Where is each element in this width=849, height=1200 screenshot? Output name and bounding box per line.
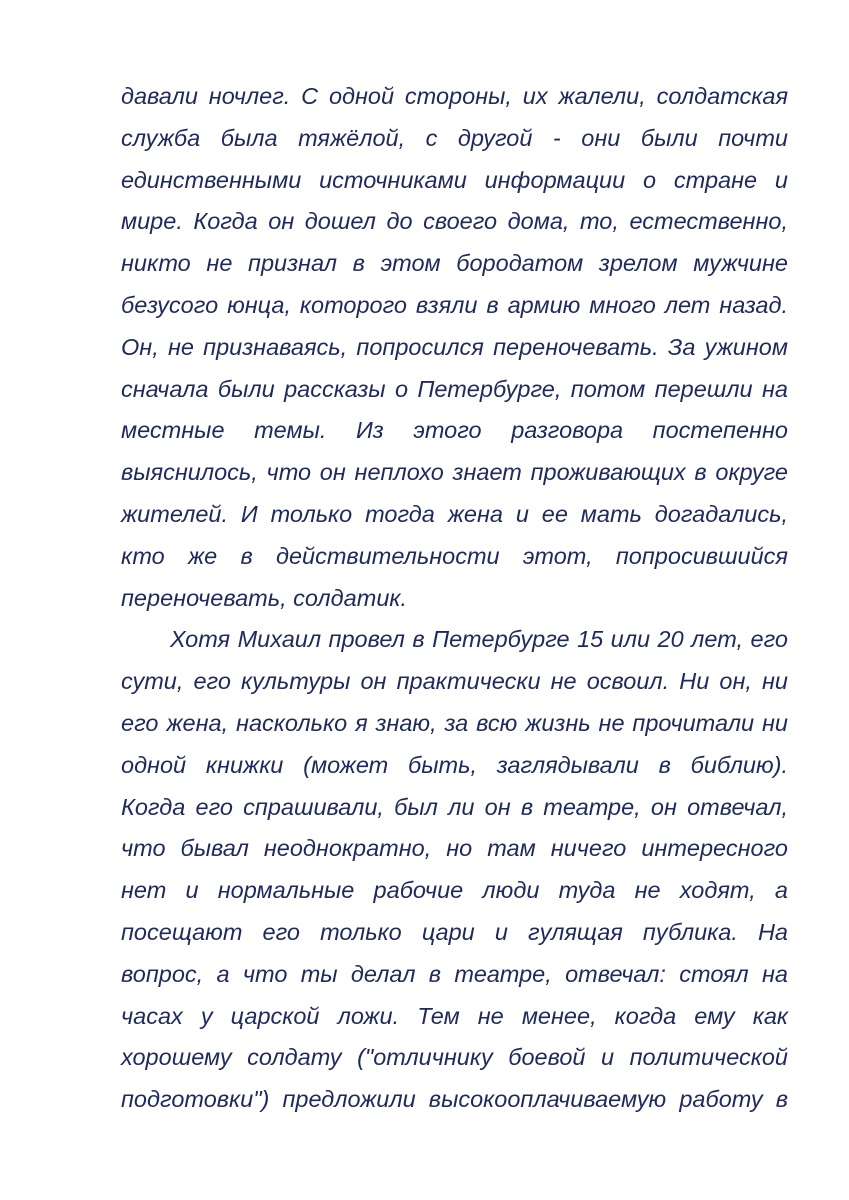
text-line: подготовки") предложили высокооплачиваемую работу в	[121, 1086, 788, 1113]
text-line: Хотя Михаил провел в Петербурге 15 или 20 лет, его	[170, 626, 788, 653]
text-line: местные темы. Из этого разговора постепенно	[121, 417, 788, 444]
text-line: его жена, насколько я знаю, за всю жизнь не прочитали ни	[121, 709, 788, 736]
text-line: часах у царской ложи. Тем не менее, когда ему как	[121, 1002, 788, 1029]
text-line: жителей. И только тогда жена и ее мать догадались,	[121, 500, 788, 527]
text-line: хорошему солдату ("отличнику боевой и политической	[121, 1044, 788, 1071]
text-line: посещают его только цари и гулящая публика. На	[121, 918, 788, 945]
text-line: служба была тяжёлой, с другой - они были почти	[121, 124, 788, 151]
text-line: одной книжки (может быть, заглядывали в библию).	[121, 751, 788, 778]
text-line: единственными источниками информации о стране и	[121, 166, 788, 193]
text-line: никто не признал в этом бородатом зрелом мужчине	[121, 250, 788, 277]
text-line: что бывал неоднократно, но там ничего интересного	[121, 835, 788, 862]
text-line: мире. Когда он дошел до своего дома, то, естественно,	[121, 208, 788, 235]
document-text-body	[121, 76, 788, 1121]
text-line: вопрос, а что ты делал в театре, отвечал: стоял на	[121, 960, 788, 987]
text-line: безусого юнца, которого взяли в армию много лет назад.	[121, 291, 788, 318]
text-line: сначала были рассказы о Петербурге, потом перешли на	[121, 375, 788, 402]
text-line: давали ночлег. С одной стороны, их жалели, солдатская	[121, 83, 788, 109]
text-line: кто же в действительности этот, попросившийся	[121, 542, 788, 569]
text-line: Когда его спрашивали, был ли он в театре, он отвечал,	[121, 793, 788, 820]
text-line: сути, его культуры он практически не освоил. Ни он, ни	[121, 668, 788, 695]
text-line: выяснилось, что он неплохо знает проживающих в округе	[121, 459, 788, 486]
text-line: нет и нормальные рабочие люди туда не ходят, а	[121, 877, 788, 904]
text-line: Он, не признаваясь, попросился переночевать. За ужином	[121, 333, 788, 360]
text-line: переночевать, солдатик.	[121, 584, 408, 611]
